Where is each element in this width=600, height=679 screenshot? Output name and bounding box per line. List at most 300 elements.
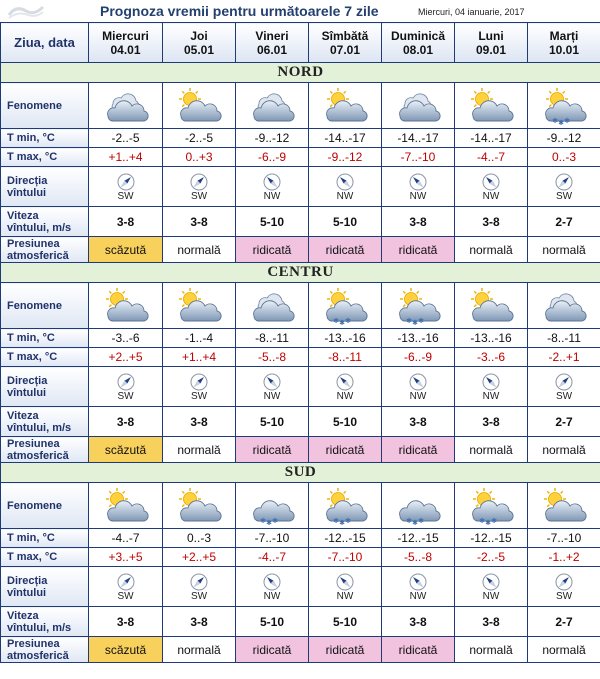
wind-arrow-icon: [117, 173, 135, 191]
wind-direction-text: NW: [336, 190, 354, 202]
forecast-table: [0, 22, 600, 663]
wind-direction-cell: [163, 167, 236, 207]
phenomena-cell: [236, 483, 309, 529]
pressure-cell: normală: [163, 637, 236, 663]
wind-direction-text: SW: [555, 190, 573, 202]
tmin-row: [1, 329, 600, 348]
day-name: Luni: [478, 28, 504, 43]
svg-text:✱: ✱: [564, 116, 570, 125]
region-title: NORD: [1, 63, 600, 83]
wind-direction-cell: [382, 367, 455, 407]
tmin-cell: -9..-12: [236, 129, 309, 148]
wind-arrow-icon: [263, 373, 281, 391]
tmax-cell: 0..-3: [528, 148, 600, 167]
svg-text:✱: ✱: [345, 516, 351, 525]
row-label-text: atmosferică: [7, 449, 69, 462]
wind-direction-cell: [89, 167, 163, 207]
wind-speed-cell: 5-10: [309, 607, 382, 637]
wind-speed-cell: 5-10: [236, 607, 309, 637]
phenomena-cell: [309, 483, 382, 529]
day-header: [163, 23, 236, 63]
wind-speed-cell: 3-8: [89, 407, 163, 437]
row-label-text: Presiunea: [7, 437, 60, 450]
pressure-cell: ridicată: [382, 237, 455, 263]
wind-direction-cell: [309, 367, 382, 407]
svg-text:✱: ✱: [333, 516, 339, 525]
tmin-cell: -12..-15: [455, 529, 528, 548]
phenomena-cell: [455, 283, 528, 329]
day-date: 10.01: [548, 42, 580, 57]
wind-arrow-icon: [263, 573, 281, 591]
partly-cloudy-icon: [174, 86, 224, 126]
pressure-cell: ridicată: [309, 637, 382, 663]
row-label-text: Direcția: [7, 174, 48, 187]
pressure-cell: scăzută: [89, 437, 163, 463]
pressure-cell: normală: [455, 637, 528, 663]
tmin-cell: -8..-11: [528, 329, 600, 348]
day-name: Vineri: [255, 28, 289, 43]
wind-speed-cell: 3-8: [455, 207, 528, 237]
wind-arrow-icon: [263, 173, 281, 191]
tmin-cell: -2..-5: [89, 129, 163, 148]
tmax-cell: -9..-12: [309, 148, 382, 167]
day-header: [309, 23, 382, 63]
row-label: [1, 148, 89, 167]
wind-direction-text: NW: [336, 590, 354, 602]
phenomena-cell: [382, 483, 455, 529]
wind-speed-cell: 5-10: [309, 207, 382, 237]
svg-text:✱: ✱: [339, 318, 345, 326]
row-label-text: Fenomene: [7, 99, 63, 112]
wind-direction-text: NW: [263, 190, 281, 202]
pressure-cell: normală: [528, 437, 600, 463]
tmax-cell: 0..+3: [163, 148, 236, 167]
row-label-text: vîntului: [7, 386, 47, 399]
phenomena-cell: [528, 483, 600, 529]
wind-arrow-icon: [555, 573, 573, 591]
svg-text:✱: ✱: [406, 516, 412, 525]
wind-direction-cell: [89, 367, 163, 407]
phenomena-cell: [236, 83, 309, 129]
row-label: [1, 237, 89, 263]
wind-direction-text: NW: [482, 390, 500, 402]
tmax-cell: -5..-8: [382, 548, 455, 567]
cloud-snow-icon: [247, 486, 297, 526]
pressure-cell: ridicată: [236, 237, 309, 263]
phenomena-cell: [89, 283, 163, 329]
phenomena-row: [1, 483, 600, 529]
row-label-text: Presiunea: [7, 237, 60, 250]
svg-text:✱: ✱: [552, 116, 558, 125]
cloudy-icon: [101, 86, 151, 126]
tmin-cell: -13..-16: [309, 329, 382, 348]
wind-direction-cell: [89, 567, 163, 607]
day-header: [89, 23, 163, 63]
day-header: [236, 23, 309, 63]
tmin-cell: -14..-17: [455, 129, 528, 148]
pressure-row: [1, 637, 600, 663]
day-header-label-text: Ziua, data: [14, 34, 75, 50]
region-title: SUD: [1, 463, 600, 483]
pressure-cell: ridicată: [236, 437, 309, 463]
pressure-row: [1, 437, 600, 463]
pressure-cell: normală: [455, 437, 528, 463]
tmax-cell: +3..+5: [89, 548, 163, 567]
svg-text:✱: ✱: [418, 316, 424, 325]
row-label-text: vîntului, m/s: [7, 421, 72, 434]
cloudy-icon: [393, 86, 443, 126]
wind-direction-cell: [236, 567, 309, 607]
day-date: 07.01: [329, 42, 361, 57]
row-label: [1, 167, 89, 207]
sun-cloud-snow-icon: [320, 286, 370, 326]
wind-speed-row: [1, 207, 600, 237]
wind-direction-cell: [455, 567, 528, 607]
row-label-text: Presiunea: [7, 637, 60, 650]
day-name: Sîmbătă: [321, 28, 369, 43]
wind-direction-cell: [528, 567, 600, 607]
tmin-cell: -2..-5: [163, 129, 236, 148]
phenomena-cell: [89, 83, 163, 129]
pressure-cell: ridicată: [309, 437, 382, 463]
wind-speed-cell: 3-8: [382, 207, 455, 237]
day-header-label: [1, 23, 89, 63]
pressure-cell: normală: [528, 237, 600, 263]
sun-cloud-snow-icon: [320, 486, 370, 526]
wind-arrow-icon: [555, 373, 573, 391]
tmax-row: [1, 148, 600, 167]
tmin-row: [1, 529, 600, 548]
wind-direction-text: SW: [117, 390, 134, 402]
pressure-cell: scăzută: [89, 237, 163, 263]
partly-cloudy-icon: [539, 486, 589, 526]
tmax-cell: -3..-6: [455, 348, 528, 367]
tmax-cell: +2..+5: [89, 348, 163, 367]
row-label-text: atmosferică: [7, 649, 69, 662]
region-row: [1, 463, 600, 483]
wind-arrow-icon: [190, 173, 208, 191]
wind-arrow-icon: [482, 373, 500, 391]
tmax-cell: +1..+4: [89, 148, 163, 167]
wind-speed-cell: 5-10: [236, 407, 309, 437]
tmax-cell: -6..-9: [236, 148, 309, 167]
row-label-text: Fenomene: [7, 499, 63, 512]
wind-direction-cell: [382, 167, 455, 207]
phenomena-cell: [236, 283, 309, 329]
tmax-cell: -5..-8: [236, 348, 309, 367]
phenomena-cell: [455, 483, 528, 529]
row-label-text: Direcția: [7, 574, 48, 587]
day-date: 06.01: [256, 42, 288, 57]
row-label: [1, 548, 89, 567]
wind-speed-cell: 3-8: [163, 407, 236, 437]
phenomena-cell: [382, 283, 455, 329]
day-header: [382, 23, 455, 63]
wind-direction-text: NW: [482, 190, 500, 202]
wind-speed-cell: 5-10: [236, 207, 309, 237]
day-name: Marți: [549, 28, 579, 43]
row-label-text: T max, °C: [7, 151, 58, 163]
cloudy-icon: [247, 86, 297, 126]
tmin-cell: -14..-17: [382, 129, 455, 148]
day-name: Miercuri: [102, 28, 149, 43]
wind-arrow-icon: [336, 373, 354, 391]
day-name: Joi: [190, 28, 208, 43]
wind-direction-text: NW: [263, 390, 281, 402]
cloud-snow-icon: [393, 486, 443, 526]
svg-text:✱: ✱: [558, 118, 564, 126]
day-date: 04.01: [110, 42, 141, 57]
row-label: [1, 483, 89, 529]
partly-cloudy-icon: [466, 286, 516, 326]
wind-speed-cell: 3-8: [163, 207, 236, 237]
wind-speed-cell: 3-8: [455, 607, 528, 637]
partly-cloudy-icon: [174, 286, 224, 326]
wind-arrow-icon: [482, 173, 500, 191]
svg-text:✱: ✱: [406, 316, 412, 325]
pressure-cell: ridicată: [382, 637, 455, 663]
pressure-cell: scăzută: [89, 637, 163, 663]
tmin-cell: 0..-3: [163, 529, 236, 548]
row-label-text: vîntului, m/s: [7, 221, 72, 234]
tmax-cell: -8..-11: [309, 348, 382, 367]
wind-direction-text: SW: [190, 390, 208, 402]
region-row: [1, 63, 600, 83]
day-date: 08.01: [402, 42, 434, 57]
tmax-cell: +2..+5: [163, 548, 236, 567]
tmin-cell: -13..-16: [382, 329, 455, 348]
day-header-row: [1, 23, 600, 63]
tmax-cell: -6..-9: [382, 348, 455, 367]
phenomena-cell: [163, 83, 236, 129]
day-header: [528, 23, 600, 63]
svg-text:✱: ✱: [272, 516, 278, 525]
partly-cloudy-icon: [466, 86, 516, 126]
wind-direction-cell: [309, 167, 382, 207]
pressure-cell: normală: [163, 237, 236, 263]
wind-direction-cell: [236, 367, 309, 407]
tmin-cell: -3..-6: [89, 329, 163, 348]
row-label: [1, 129, 89, 148]
wind-direction-cell: [163, 567, 236, 607]
wind-speed-cell: 3-8: [455, 407, 528, 437]
sun-cloud-snow-icon: [539, 86, 589, 126]
wind-speed-cell: 5-10: [309, 407, 382, 437]
phenomena-cell: [528, 83, 600, 129]
svg-text:✱: ✱: [345, 316, 351, 325]
tmax-cell: -7..-10: [309, 548, 382, 567]
row-label-text: Viteza: [7, 409, 39, 422]
region-row: [1, 263, 600, 283]
phenomena-cell: [309, 83, 382, 129]
wind-direction-cell: [528, 367, 600, 407]
tmin-cell: -13..-16: [455, 329, 528, 348]
tmax-row: [1, 548, 600, 567]
svg-text:✱: ✱: [333, 316, 339, 325]
row-label: [1, 529, 89, 548]
wind-arrow-icon: [555, 173, 573, 191]
tmin-cell: -12..-15: [309, 529, 382, 548]
pressure-cell: normală: [455, 237, 528, 263]
row-label: [1, 567, 89, 607]
pressure-row: [1, 237, 600, 263]
pressure-cell: ridicată: [382, 437, 455, 463]
wind-direction-row: [1, 567, 600, 607]
wind-direction-cell: [236, 167, 309, 207]
tmax-row: [1, 348, 600, 367]
svg-text:✱: ✱: [412, 518, 418, 526]
row-label-text: Viteza: [7, 209, 39, 222]
tmin-cell: -7..-10: [236, 529, 309, 548]
wind-direction-cell: [455, 367, 528, 407]
wind-direction-text: SW: [117, 190, 134, 202]
wind-direction-row: [1, 367, 600, 407]
row-label: [1, 283, 89, 329]
wind-direction-cell: [309, 567, 382, 607]
wind-direction-cell: [163, 367, 236, 407]
row-label-text: T min, °C: [7, 532, 55, 544]
row-label-text: Direcția: [7, 374, 48, 387]
row-label: [1, 207, 89, 237]
row-label-text: T min, °C: [7, 132, 55, 144]
phenomena-cell: [382, 83, 455, 129]
wind-direction-text: SW: [555, 590, 573, 602]
row-label: [1, 407, 89, 437]
wind-direction-text: NW: [409, 590, 427, 602]
svg-text:✱: ✱: [412, 318, 418, 326]
tmax-cell: -1..+2: [528, 548, 600, 567]
svg-text:✱: ✱: [485, 518, 491, 526]
sun-cloud-icon: [320, 86, 370, 126]
sun-cloud-snow-icon: [466, 486, 516, 526]
row-label-text: atmosferică: [7, 249, 69, 262]
partly-cloudy-icon: [101, 286, 151, 326]
row-label: [1, 607, 89, 637]
wind-direction-text: NW: [482, 590, 500, 602]
row-label: [1, 367, 89, 407]
tmin-cell: -4..-7: [89, 529, 163, 548]
wind-speed-cell: 3-8: [89, 607, 163, 637]
wind-speed-cell: 2-7: [528, 207, 600, 237]
tmax-cell: -7..-10: [382, 148, 455, 167]
svg-text:✱: ✱: [479, 516, 485, 525]
tmax-cell: +1..+4: [163, 348, 236, 367]
wind-speed-cell: 3-8: [382, 407, 455, 437]
wind-direction-text: NW: [409, 390, 427, 402]
pressure-cell: normală: [163, 437, 236, 463]
tmin-cell: -12..-15: [382, 529, 455, 548]
tmin-cell: -9..-12: [528, 129, 600, 148]
wind-direction-text: SW: [117, 590, 134, 602]
pressure-cell: ridicată: [236, 637, 309, 663]
row-label-text: Viteza: [7, 609, 39, 622]
wind-arrow-icon: [117, 373, 135, 391]
wind-arrow-icon: [117, 573, 135, 591]
wind-direction-cell: [382, 567, 455, 607]
title-bar: [0, 0, 600, 22]
wind-speed-row: [1, 607, 600, 637]
wind-direction-text: NW: [263, 590, 281, 602]
tmin-cell: -14..-17: [309, 129, 382, 148]
phenomena-cell: [528, 283, 600, 329]
region-title: CENTRU: [1, 263, 600, 283]
wind-direction-text: NW: [336, 390, 354, 402]
row-label-text: T min, °C: [7, 332, 55, 344]
row-label-text: Fenomene: [7, 299, 63, 312]
date-stamp: Miercuri, 04 ianuarie, 2017: [418, 7, 525, 17]
svg-text:✱: ✱: [418, 516, 424, 525]
phenomena-row: [1, 83, 600, 129]
row-label: [1, 83, 89, 129]
row-label-text: vîntului: [7, 186, 47, 199]
day-date: 09.01: [475, 42, 507, 57]
wind-direction-cell: [455, 167, 528, 207]
tmin-cell: -7..-10: [528, 529, 600, 548]
wind-direction-text: SW: [555, 390, 573, 402]
wind-direction-cell: [528, 167, 600, 207]
wind-direction-text: NW: [409, 190, 427, 202]
wind-speed-cell: 3-8: [382, 607, 455, 637]
phenomena-cell: [89, 483, 163, 529]
tmin-row: [1, 129, 600, 148]
pressure-cell: ridicată: [309, 237, 382, 263]
sun-cloud-snow-icon: [393, 286, 443, 326]
partly-cloudy-icon: [101, 486, 151, 526]
wind-speed-cell: 3-8: [163, 607, 236, 637]
wind-arrow-icon: [190, 373, 208, 391]
pressure-cell: normală: [528, 637, 600, 663]
wind-arrow-icon: [190, 573, 208, 591]
day-header: [455, 23, 528, 63]
phenomena-cell: [163, 483, 236, 529]
wind-arrow-icon: [409, 173, 427, 191]
row-label-text: T max, °C: [7, 551, 58, 563]
wind-arrow-icon: [336, 173, 354, 191]
tmin-cell: -1..-4: [163, 329, 236, 348]
row-label: [1, 437, 89, 463]
tmax-cell: -2..-5: [455, 548, 528, 567]
wind-speed-row: [1, 407, 600, 437]
wind-speed-cell: 3-8: [89, 207, 163, 237]
wind-direction-text: SW: [190, 590, 208, 602]
logo-icon: [6, 2, 46, 20]
phenomena-cell: [163, 283, 236, 329]
svg-text:✱: ✱: [339, 518, 345, 526]
svg-text:✱: ✱: [266, 518, 272, 526]
wind-arrow-icon: [409, 573, 427, 591]
tmax-cell: -4..-7: [455, 148, 528, 167]
row-label: [1, 637, 89, 663]
wind-speed-cell: 2-7: [528, 407, 600, 437]
tmax-cell: -4..-7: [236, 548, 309, 567]
tmax-cell: -2..+1: [528, 348, 600, 367]
row-label-text: T max, °C: [7, 351, 58, 363]
day-date: 05.01: [183, 42, 215, 57]
phenomena-cell: [455, 83, 528, 129]
phenomena-row: [1, 283, 600, 329]
phenomena-cell: [309, 283, 382, 329]
wind-speed-cell: 2-7: [528, 607, 600, 637]
row-label-text: vîntului, m/s: [7, 621, 72, 634]
svg-text:✱: ✱: [260, 516, 266, 525]
partly-cloudy-icon: [174, 486, 224, 526]
row-label: [1, 348, 89, 367]
wind-direction-text: SW: [190, 190, 208, 202]
row-label: [1, 329, 89, 348]
cloudy-icon: [247, 286, 297, 326]
day-name: Duminică: [390, 28, 445, 43]
svg-text:✱: ✱: [491, 516, 497, 525]
